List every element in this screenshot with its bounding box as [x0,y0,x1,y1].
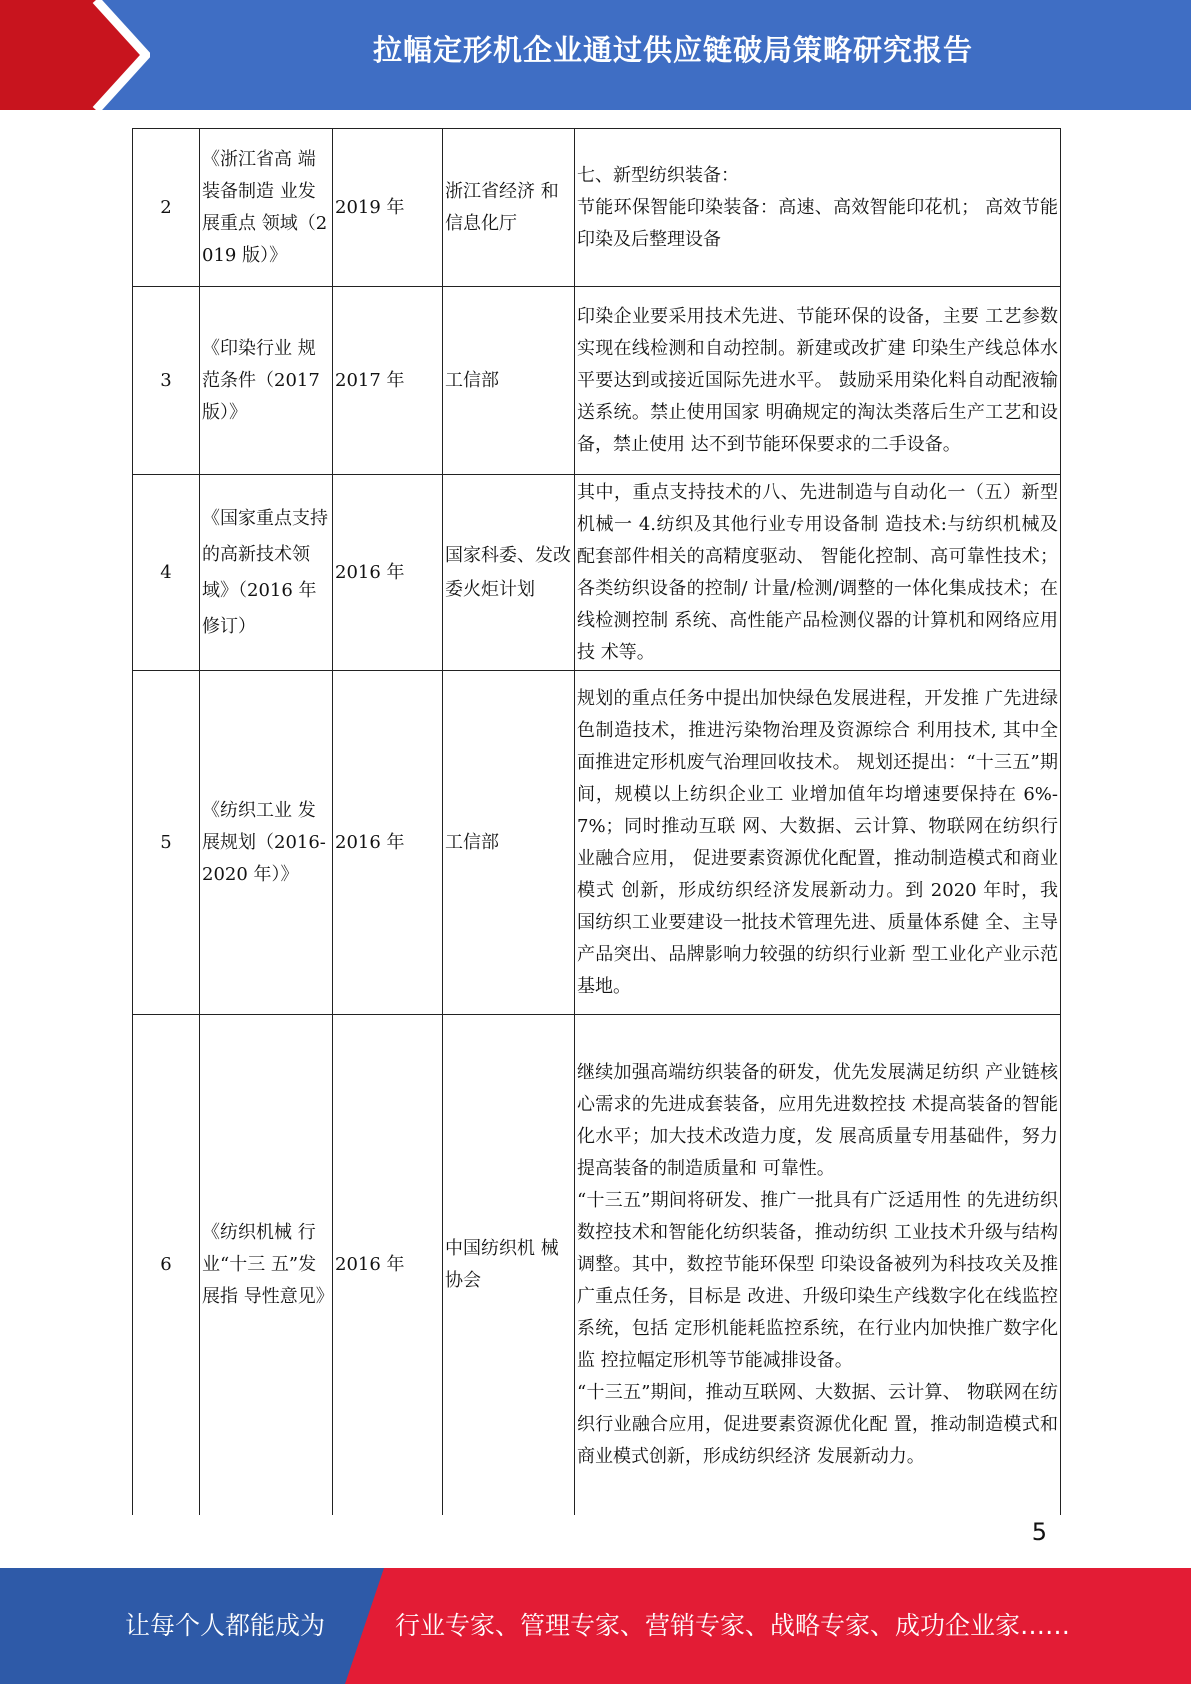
policy-year: 2016 年 [333,475,443,671]
row-number: 3 [133,287,200,475]
issuing-department: 工信部 [443,671,575,1015]
content-paragraph: 继续加强高端纺织装备的研发，优先发展满足纺织 产业链核心需求的先进成套装备，应用先进数控技 术提高装备的智能化水平；加大技术改造力度，发 展高质量专用基础件，努力提高装备的制造质量和 可靠性。 [577,1061,1058,1179]
content-paragraph: 规划的重点任务中提出加快绿色发展进程，开发推 广先进绿色制造技术，推进污染物治理及资源综合 利用技术, 其中全面推进定形机废气治理回收技术。 规划还提出：“十三五”期间，规模以上纺织企业工 业增加值年均增速要保持在 6%-7%；同时推动互联 网、大数据、云计算、物联网在纺织行业融合应用， 促进要素资源优化配置，推动制造模式和商业模式 创新，形成纺织经济发展新动力。到 2020 年时，我 国纺织工业要建设一批技术管理先进、质量体系健 全、主导产品突出、品牌影响力较强的纺织行业新 型工业化产业示范基地。 [577,687,1058,997]
table-row [133,671,1061,1015]
policy-year: 2016 年 [333,1015,443,1515]
row-number: 6 [133,1015,200,1515]
content-paragraph: “十三五”期间将研发、推广一批具有广泛适用性 的先进纺织数控技术和智能化纺织装备，推动纺织 工业技术升级与结构调整。其中，数控节能环保型 印染设备被列为科技攻关及推广重点任务，目标是 改进、升级印染生产线数字化在线监控系统，包括 定形机能耗监控系统，在行业内加快推广数字化监 控拉幅定形机等节能减排设备。 [577,1189,1058,1371]
policy-table-container [132,128,1060,1515]
policy-content [575,475,1061,671]
content-paragraph: 其中，重点支持技术的八、先进制造与自动化一（五）新型机械一 4.纺织及其他行业专用设备制 造技术:与纺织机械及配套部件相关的高精度驱动、 智能化控制、高可靠性技术；各类纺织设备的控制/ 计量/检测/调整的一体化集成技术；在线检测控制 系统、高性能产品检测仪器的计算机和网络应用技 术等。 [577,481,1058,663]
content-paragraph: 印染企业要采用技术先进、节能环保的设备，主要 工艺参数实现在线检测和自动控制。新建或改扩建 印染生产线总体水平要达到或接近国际先进水平。 鼓励采用染化料自动配液输送系统。禁止使用国家 明确规定的淘汰类落后生产工艺和设备，禁止使用 达不到节能环保要求的二手设备。 [577,305,1058,455]
policy-content [575,671,1061,1015]
issuing-department: 工信部 [443,287,575,475]
policy-content [575,1015,1061,1515]
issuing-department: 中国纺织机 械协会 [443,1015,575,1515]
table-row [133,475,1061,671]
page-number: 5 [1031,1518,1047,1546]
policy-name: 《浙江省高 端装备制造 业发展重点 领域（2019 版）》 [200,129,333,287]
policy-table [132,128,1061,1515]
policy-content [575,287,1061,475]
policy-year: 2016 年 [333,671,443,1015]
chevron-red-shape [0,0,146,110]
table-row [133,129,1061,287]
policy-name: 《纺织工业 发展规划（2016-2020 年）》 [200,671,333,1015]
content-paragraph: 节能环保智能印染装备：高速、高效智能印花机； 高效节能印染及后整理设备 [577,196,1058,250]
issuing-department: 国家科委、发改委火炬计划 [443,475,575,671]
header-chevron-graphic [0,0,150,110]
policy-name: 《印染行业 规范条件（2017 版）》 [200,287,333,475]
content-paragraph: “十三五”期间，推动互联网、大数据、云计算、 物联网在纺织行业融合应用，促进要素资源优化配 置，推动制造模式和商业模式创新，形成纺织经济 发展新动力。 [577,1381,1058,1467]
policy-name: 《纺织机械 行业“十三 五”发展指 导性意见》 [200,1015,333,1515]
table-row [133,287,1061,475]
policy-name: 《国家重点支持的高新技术领域》（2016 年修订） [200,475,333,671]
table-row [133,1015,1061,1515]
footer-slogan-left: 让每个人都能成为 [124,1611,325,1640]
page-header [0,0,1191,110]
row-number: 5 [133,671,200,1015]
report-title: 拉幅定形机企业通过供应链破局策略研究报告 [372,33,973,67]
issuing-department: 浙江省经济 和信息化厅 [443,129,575,287]
page-footer [0,1568,1191,1684]
content-paragraph: 七、新型纺织装备： [577,164,739,186]
footer-slogan-right: 行业专家、管理专家、营销专家、战略专家、成功企业家…… [395,1611,1071,1640]
row-number: 2 [133,129,200,287]
policy-year: 2017 年 [333,287,443,475]
policy-year: 2019 年 [333,129,443,287]
policy-content [575,129,1061,287]
row-number: 4 [133,475,200,671]
